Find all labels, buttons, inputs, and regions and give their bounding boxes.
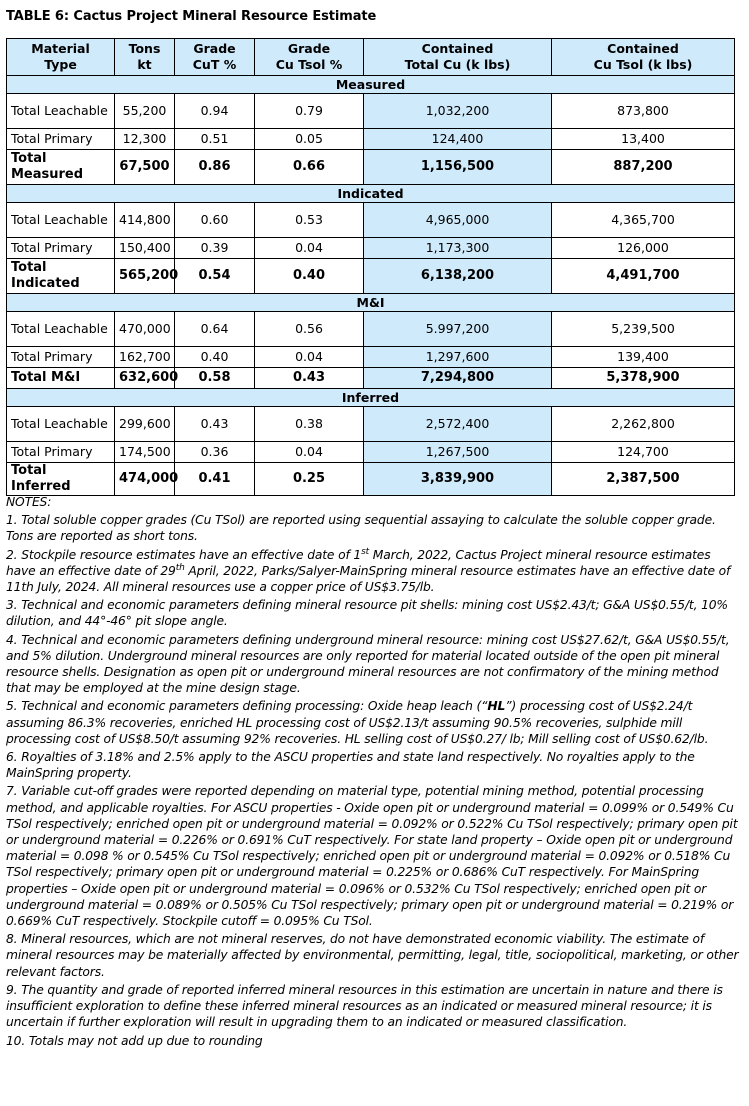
contained-total-cu-cell: 1,297,600 [364,347,552,368]
material-type-cell: Total Leachable [7,312,115,347]
total-row [7,259,735,294]
grade-cu-tsol-cell: 0.43 [255,368,364,389]
tons-cell: 174,500 [115,442,175,463]
material-type-cell: Total M&I [7,368,115,389]
note-8: 8. Mineral resources, which are not mineral reserves, do not have demonstrated economic viability. The estimate of mineral resources may be materially affected by environmental, permitting, legal, title, sociopolitical, marketing, or other relevant factors. [6,932,739,979]
material-type-cell: Total Primary [7,238,115,259]
grade-cut-cell: 0.94 [175,94,255,129]
contained-cu-tsol-cell: 5,239,500 [552,312,735,347]
section-title: Inferred [7,389,735,407]
grade-cut-cell: 0.43 [175,407,255,442]
material-type-cell: Total Primary [7,347,115,368]
section-row [7,389,735,407]
contained-cu-tsol-cell: 4,491,700 [552,259,735,294]
material-type-cell: Total Primary [7,442,115,463]
grade-cut-cell: 0.41 [175,463,255,496]
tons-cell: 474,000 [115,463,175,496]
contained-total-cu-cell: 7,294,800 [364,368,552,389]
contained-cu-tsol-cell: 873,800 [552,94,735,129]
col-header-grade-cu-tsol: Grade Cu Tsol % [255,39,364,76]
note-3: 3. Technical and economic parameters defining mineral resource pit shells: mining cost US$2.43/t; G&A US$0.55/t, 10% dilution, and 44°-46° pit slope angle. [6,598,728,629]
grade-cu-tsol-cell: 0.04 [255,442,364,463]
material-type-cell: Total Indicated [7,259,115,294]
note-9: 9. The quantity and grade of reported inferred mineral resources in this estimation are uncertain in nature and there is insufficient exploration to define these inferred mineral resources as an indicated or measured mineral resource; it is uncertain if further exploration will result in upgrading them to an indicated or measured classification. [6,982,723,1030]
section-row [7,76,735,94]
total-row [7,368,735,389]
material-type-cell: Total Measured [7,150,115,185]
total-row [7,463,735,496]
grade-cu-tsol-cell: 0.56 [255,312,364,347]
total-row [7,150,735,185]
grade-cut-cell: 0.60 [175,203,255,238]
material-type-cell: Total Leachable [7,203,115,238]
contained-cu-tsol-cell: 124,700 [552,442,735,463]
section-row [7,185,735,203]
table-row [7,94,735,129]
grade-cu-tsol-cell: 0.05 [255,129,364,150]
contained-total-cu-cell: 6,138,200 [364,259,552,294]
material-type-cell: Total Primary [7,129,115,150]
contained-cu-tsol-cell: 126,000 [552,238,735,259]
grade-cu-tsol-cell: 0.25 [255,463,364,496]
table-row [7,238,735,259]
grade-cut-cell: 0.39 [175,238,255,259]
contained-cu-tsol-cell: 13,400 [552,129,735,150]
tons-cell: 632,600 [115,368,175,389]
col-header-grade-cut: Grade CuT % [175,39,255,76]
col-header-tons: Tons kt [115,39,175,76]
table-row [7,129,735,150]
grade-cut-cell: 0.54 [175,259,255,294]
note-2: 2. Stockpile resource estimates have an effective date of 1st March, 2022, Cactus Project mineral resource estimates have an effective date of 29th April, 2022, Parks/Salyer-MainSpring mineral resource estimates have an effective date of 11th July, 2024. All mineral resources use a copper price of US$3.75/lb. [6,546,731,595]
contained-cu-tsol-cell: 2,262,800 [552,407,735,442]
material-type-cell: Total Inferred [7,463,115,496]
table-row [7,203,735,238]
grade-cut-cell: 0.64 [175,312,255,347]
section-row [7,294,735,312]
table-row [7,407,735,442]
contained-total-cu-cell: 1,173,300 [364,238,552,259]
notes-heading: NOTES: [6,495,52,509]
contained-cu-tsol-cell: 5,378,900 [552,368,735,389]
contained-total-cu-cell: 4,965,000 [364,203,552,238]
grade-cu-tsol-cell: 0.04 [255,347,364,368]
contained-total-cu-cell: 1,156,500 [364,150,552,185]
grade-cu-tsol-cell: 0.79 [255,94,364,129]
grade-cu-tsol-cell: 0.38 [255,407,364,442]
contained-total-cu-cell: 5.997,200 [364,312,552,347]
grade-cut-cell: 0.51 [175,129,255,150]
contained-total-cu-cell: 1,267,500 [364,442,552,463]
contained-cu-tsol-cell: 887,200 [552,150,735,185]
grade-cut-cell: 0.58 [175,368,255,389]
table-row [7,347,735,368]
material-type-cell: Total Leachable [7,94,115,129]
note-1: 1. Total soluble copper grades (Cu TSol) are reported using sequential assaying to calculate the soluble copper grade. Tons are reported as short tons. [6,513,716,544]
grade-cu-tsol-cell: 0.53 [255,203,364,238]
col-header-contained-cu-tsol: Contained Cu Tsol (k lbs) [552,39,735,76]
table-row [7,442,735,463]
table-title: TABLE 6: Cactus Project Mineral Resource Estimate [6,9,377,24]
contained-total-cu-cell: 2,572,400 [364,407,552,442]
contained-total-cu-cell: 124,400 [364,129,552,150]
section-title: Indicated [7,185,735,203]
col-header-material-type: Material Type [7,39,115,76]
tons-cell: 67,500 [115,150,175,185]
grade-cut-cell: 0.40 [175,347,255,368]
tons-cell: 470,000 [115,312,175,347]
tons-cell: 12,300 [115,129,175,150]
contained-total-cu-cell: 1,032,200 [364,94,552,129]
tons-cell: 299,600 [115,407,175,442]
tons-cell: 565,200 [115,259,175,294]
note-4: 4. Technical and economic parameters defining underground mineral resource: mining cost US$27.62/t, G&A US$0.55/t, and 5% dilution. Underground mineral resources are only reported for material located outside of the open pit mineral resource shells. Designation as open pit or underground mineral resources are not confirmatory of the mining method that may be employed at the mine design stage. [6,632,730,696]
contained-cu-tsol-cell: 4,365,700 [552,203,735,238]
contained-total-cu-cell: 3,839,900 [364,463,552,496]
tons-cell: 162,700 [115,347,175,368]
table-row [7,312,735,347]
section-title: Measured [7,76,735,94]
section-title: M&I [7,294,735,312]
tons-cell: 55,200 [115,94,175,129]
notes [6,494,740,1051]
grade-cut-cell: 0.86 [175,150,255,185]
grade-cu-tsol-cell: 0.66 [255,150,364,185]
note-10: 10. Totals may not add up due to rounding [6,1033,263,1048]
resource-table [6,38,735,496]
note-5: 5. Technical and economic parameters defining processing: Oxide heap leach (“HL”) processing cost of US$2.24/t assuming 86.3% recoveries, enriched HL processing cost of US$2.13/t assuming 90.5% recoveries, sulphide mill processing cost of US$8.50/t assuming 92% recoveries. HL selling cost of US$0.27/ lb; Mill selling cost of US$0.62/lb. [6,699,709,746]
header-row [7,39,735,76]
grade-cut-cell: 0.36 [175,442,255,463]
contained-cu-tsol-cell: 139,400 [552,347,735,368]
note-7: 7. Variable cut-off grades were reported depending on material type, potential mining method, potential processing method, and applicable royalties. For ASCU properties - Oxide open pit or underground material = 0.099% or 0.549% Cu TSol respectively; enriched open pit or underground material = 0.092% or 0.522% Cu TSol respectively; primary open pit or underground material = 0.226% or 0.691% CuT respectively. For state land property – Oxide open pit or underground material = 0.098 % or 0.545% Cu TSol respectively; enriched open pit or underground material = 0.092% or 0.518% Cu TSol respectively; primary open pit or underground material = 0.225% or 0.686% CuT respectively. For MainSpring properties – Oxide open pit or underground material = 0.096% or 0.532% Cu TSol respectively; enriched open pit or underground material = 0.089% or 0.505% Cu TSol respectively; primary open pit or underground material = 0.219% or 0.669% CuT respectively. Stockpile cutoff = 0.095% Cu TSol. [6,784,738,929]
note-6: 6. Royalties of 3.18% and 2.5% apply to the ASCU properties and state land respectively. No royalties apply to the MainSpring property. [6,750,695,781]
grade-cu-tsol-cell: 0.04 [255,238,364,259]
contained-cu-tsol-cell: 2,387,500 [552,463,735,496]
col-header-contained-total-cu: Contained Total Cu (k lbs) [364,39,552,76]
tons-cell: 414,800 [115,203,175,238]
material-type-cell: Total Leachable [7,407,115,442]
tons-cell: 150,400 [115,238,175,259]
grade-cu-tsol-cell: 0.40 [255,259,364,294]
